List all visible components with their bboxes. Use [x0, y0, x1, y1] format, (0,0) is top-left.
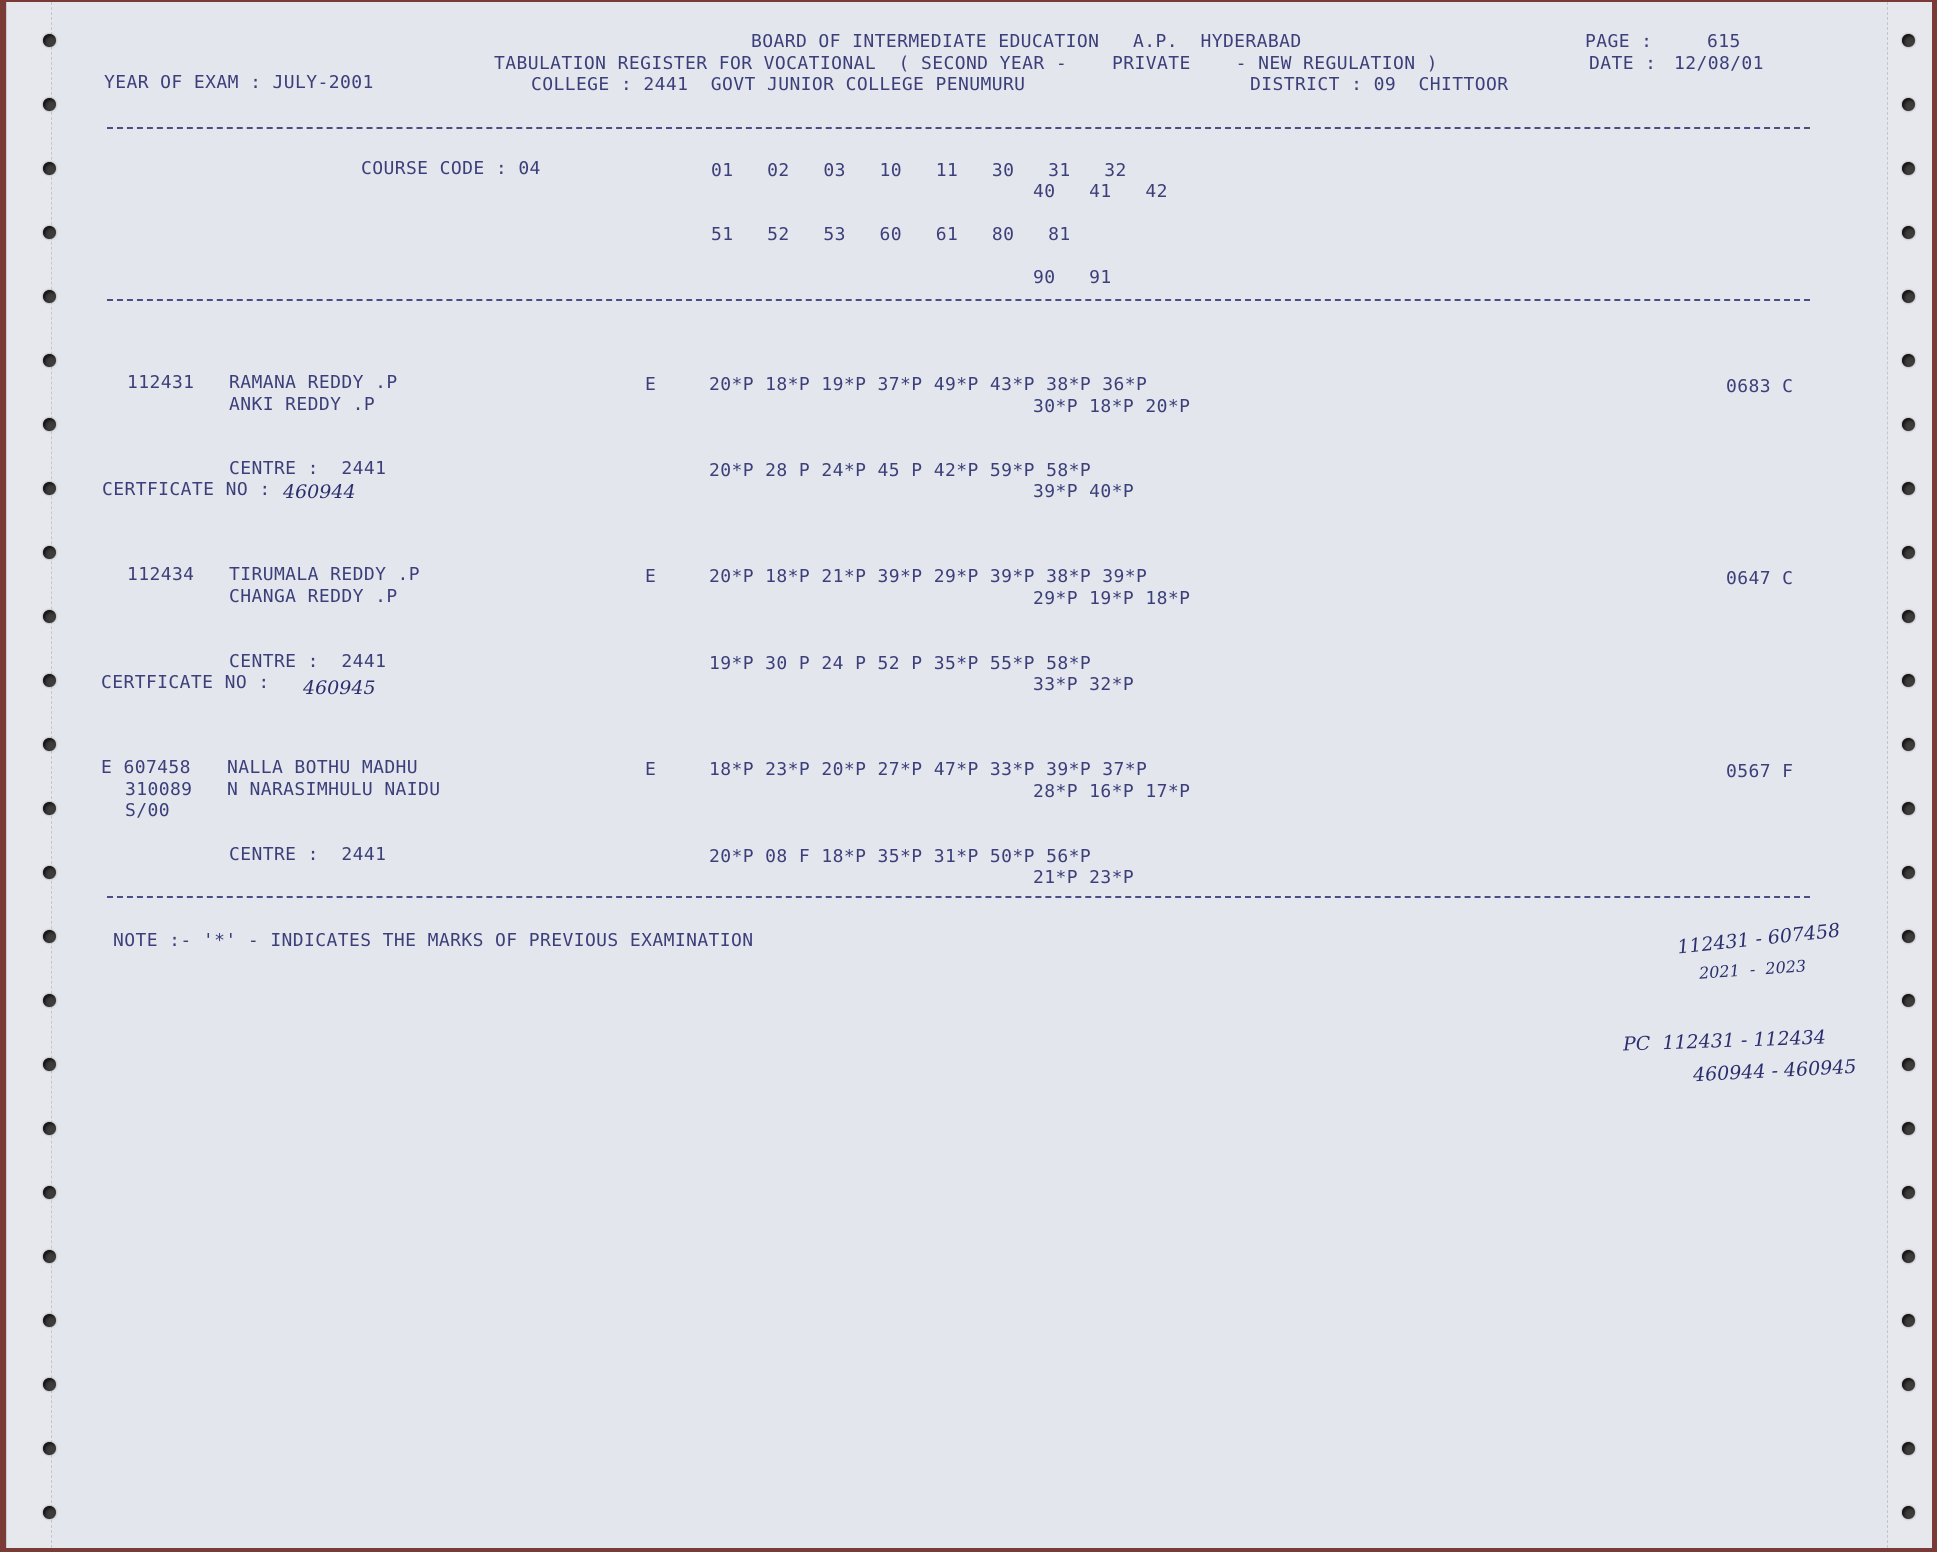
sprocket-hole-right — [1902, 802, 1915, 815]
marks-row-1b: 28*P 16*P 17*P — [1033, 781, 1191, 802]
sprocket-hole-right — [1902, 1250, 1915, 1263]
sprocket-hole-right — [1902, 418, 1915, 431]
sprocket-hole-right — [1902, 1058, 1915, 1071]
sprocket-hole-right — [1902, 610, 1915, 623]
board-title: BOARD OF INTERMEDIATE EDUCATION A.P. HYDERABAD — [751, 31, 1302, 52]
sprocket-hole-left — [43, 162, 56, 175]
marks-row-2b: 33*P 32*P — [1033, 674, 1135, 695]
college-line: COLLEGE : 2441 GOVT JUNIOR COLLEGE PENUMURU — [531, 74, 1026, 95]
rule-bottom — [107, 896, 1810, 898]
sprocket-hole-left — [43, 1506, 56, 1519]
student-name: TIRUMALA REDDY .P — [229, 564, 421, 585]
sprocket-hole-right — [1902, 866, 1915, 879]
sprocket-hole-left — [43, 1122, 56, 1135]
register-title: TABULATION REGISTER FOR VOCATIONAL ( SECOND YEAR - PRIVATE - NEW REGULATION ) — [494, 53, 1438, 74]
sprocket-hole-left — [43, 1250, 56, 1263]
total-result: 0683 C — [1726, 376, 1794, 397]
sprocket-hole-left — [43, 226, 56, 239]
district-line: DISTRICT : 09 CHITTOOR — [1250, 74, 1509, 95]
sprocket-hole-right — [1902, 1506, 1915, 1519]
sprocket-hole-right — [1902, 98, 1915, 111]
sprocket-hole-left — [43, 1186, 56, 1199]
father-name: ANKI REDDY .P — [229, 394, 376, 415]
sprocket-hole-left — [43, 546, 56, 559]
sprocket-hole-left — [43, 1442, 56, 1455]
sprocket-hole-right — [1902, 290, 1915, 303]
centre: CENTRE : 2441 — [229, 844, 387, 865]
handwritten-pc-range: PC 112431 - 112434 — [1622, 1026, 1827, 1056]
sprocket-hole-right — [1902, 1122, 1915, 1135]
medium: E — [645, 566, 657, 587]
sprocket-hole-right — [1902, 162, 1915, 175]
certificate-label: CERTFICATE NO : — [101, 672, 270, 693]
secondary-id: 310089 — [125, 779, 193, 800]
hall-ticket-number: E 607458 — [101, 757, 191, 778]
marks-row-1: 20*P 18*P 19*P 37*P 49*P 43*P 38*P 36*P — [709, 374, 1148, 395]
marks-row-1: 20*P 18*P 21*P 39*P 29*P 39*P 38*P 39*P — [709, 566, 1148, 587]
rule-course — [107, 299, 1810, 301]
sprocket-hole-left — [43, 98, 56, 111]
sprocket-hole-right — [1902, 546, 1915, 559]
student-name: RAMANA REDDY .P — [229, 372, 398, 393]
subject-codes-row-1b: 40 41 42 — [1033, 181, 1168, 202]
sprocket-hole-left — [43, 1314, 56, 1327]
medium: E — [645, 374, 657, 395]
sprocket-hole-right — [1902, 1186, 1915, 1199]
total-result: 0647 C — [1726, 568, 1794, 589]
sprocket-hole-left — [43, 610, 56, 623]
subject-codes-row-2: 51 52 53 60 61 80 81 — [711, 224, 1071, 245]
sprocket-hole-right — [1902, 1314, 1915, 1327]
secondary-code: S/00 — [125, 800, 170, 821]
marks-row-2b: 39*P 40*P — [1033, 481, 1135, 502]
marks-row-2: 20*P 28 P 24*P 45 P 42*P 59*P 58*P — [709, 460, 1092, 481]
marks-row-2: 19*P 30 P 24 P 52 P 35*P 55*P 58*P — [709, 653, 1092, 674]
footnote: NOTE :- '*' - INDICATES THE MARKS OF PREVIOUS EXAMINATION — [113, 930, 754, 951]
course-code-label: COURSE CODE : 04 — [361, 158, 541, 179]
page-number: 615 — [1707, 31, 1741, 52]
marks-row-1: 18*P 23*P 20*P 27*P 47*P 33*P 39*P 37*P — [709, 759, 1148, 780]
subject-codes-row-3: 90 91 — [1033, 267, 1112, 288]
sprocket-hole-left — [43, 866, 56, 879]
sprocket-hole-left — [43, 1058, 56, 1071]
marks-row-2b: 21*P 23*P — [1033, 867, 1135, 888]
centre: CENTRE : 2441 — [229, 651, 387, 672]
sprocket-hole-right — [1902, 482, 1915, 495]
sprocket-hole-right — [1902, 738, 1915, 751]
sprocket-hole-right — [1902, 226, 1915, 239]
date-label: DATE : — [1589, 53, 1657, 74]
centre: CENTRE : 2441 — [229, 458, 387, 479]
total-result: 0567 F — [1726, 761, 1794, 782]
sprocket-hole-right — [1902, 1378, 1915, 1391]
rule-top — [107, 127, 1810, 129]
subject-codes-row-1: 01 02 03 10 11 30 31 32 — [711, 160, 1127, 181]
sprocket-hole-right — [1902, 674, 1915, 687]
sprocket-hole-left — [43, 482, 56, 495]
print-date: 12/08/01 — [1674, 53, 1764, 74]
sprocket-hole-left — [43, 1378, 56, 1391]
page-label: PAGE : — [1585, 31, 1653, 52]
sprocket-hole-left — [43, 994, 56, 1007]
sprocket-hole-right — [1902, 354, 1915, 367]
handwritten-certificate-range: 460944 - 460945 — [1692, 1055, 1857, 1087]
tabulation-sheet — [6, 2, 1932, 1548]
sprocket-hole-left — [43, 418, 56, 431]
sprocket-hole-right — [1902, 930, 1915, 943]
marks-row-2: 20*P 08 F 18*P 35*P 31*P 50*P 56*P — [709, 846, 1092, 867]
sprocket-hole-left — [43, 354, 56, 367]
sprocket-hole-left — [43, 930, 56, 943]
father-name: N NARASIMHULU NAIDU — [227, 779, 441, 800]
hall-ticket-number: 112431 — [127, 372, 195, 393]
father-name: CHANGA REDDY .P — [229, 586, 398, 607]
student-name: NALLA BOTHU MADHU — [227, 757, 419, 778]
sprocket-hole-right — [1902, 994, 1915, 1007]
year-of-exam: YEAR OF EXAM : JULY-2001 — [104, 72, 374, 93]
sprocket-hole-right — [1902, 34, 1915, 47]
sprocket-hole-left — [43, 34, 56, 47]
handwritten-id-range: 112431 - 607458 — [1676, 919, 1842, 959]
marks-row-1b: 30*P 18*P 20*P — [1033, 396, 1191, 417]
sprocket-hole-left — [43, 290, 56, 303]
medium: E — [645, 759, 657, 780]
handwritten-years: 2021 - 2023 — [1698, 956, 1807, 983]
sprocket-hole-left — [43, 674, 56, 687]
sprocket-hole-right — [1902, 1442, 1915, 1455]
certificate-label: CERTFICATE NO : — [102, 479, 271, 500]
sprocket-hole-left — [43, 738, 56, 751]
certificate-number-handwritten: 460944 — [283, 481, 356, 503]
marks-row-1b: 29*P 19*P 18*P — [1033, 588, 1191, 609]
certificate-number-handwritten: 460945 — [303, 677, 376, 699]
sprocket-hole-left — [43, 802, 56, 815]
hall-ticket-number: 112434 — [127, 564, 195, 585]
